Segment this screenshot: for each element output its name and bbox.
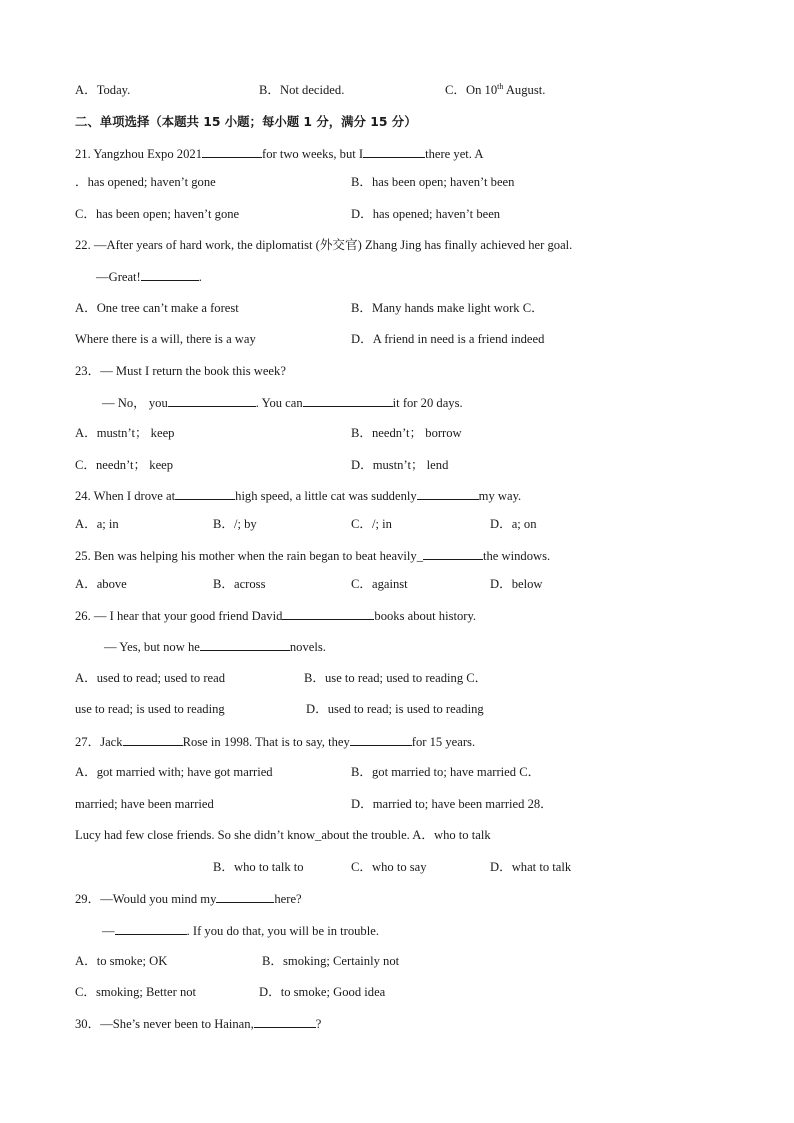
question-24-option-d: D．a; on <box>490 517 537 531</box>
question-28-option-d: D．what to talk <box>490 860 572 874</box>
question-27-option-a: A．got married with; have got married <box>75 765 273 779</box>
question-22-reply: —Great! . <box>96 270 202 284</box>
question-21-option-c: C．has been open; haven’t gone <box>75 207 240 221</box>
question-25-option-c: C．against <box>351 577 408 591</box>
question-23-stem: 23．— Must I return the book this week? <box>75 364 286 378</box>
section-heading: 二、单项选择（本题共 15 小题；每小题 1 分，满分 15 分） <box>75 114 417 129</box>
question-29-stem: 29．—Would you mind my here? <box>75 892 302 906</box>
question-23-option-b: B．needn’t； borrow <box>351 426 462 440</box>
question-24-option-c: C．/; in <box>351 517 392 531</box>
option-a-today: A．Today. <box>75 83 131 97</box>
question-26-reply: — Yes, but now he novels. <box>104 640 326 654</box>
question-26-stem: 26. — I hear that your good friend David books about history. <box>75 609 477 623</box>
question-26-option-a: A．used to read; used to read <box>75 671 226 685</box>
question-23-reply: — No， you . You can it for 20 days. <box>102 396 463 410</box>
question-23-option-c: C．needn’t； keep <box>75 458 174 472</box>
question-25-stem: 25. Ben was helping his mother when the rain began to beat heavily_ the windows. <box>75 549 551 563</box>
question-27-option-b: B．got married to; have married C． <box>351 765 541 779</box>
question-23-option-d: D．mustn’t； lend <box>351 458 449 472</box>
question-26-option-d: D．used to read; is used to reading <box>306 702 484 716</box>
question-26-option-b: B．use to read; used to reading C． <box>304 671 488 685</box>
question-24-stem: 24. When I drove at high speed, a little cat was suddenly my way. <box>75 489 522 503</box>
question-30-stem: 30．—She’s never been to Hainan, ? <box>75 1017 322 1031</box>
question-29-option-b: B．smoking; Certainly not <box>262 954 400 968</box>
question-22-option-b: B．Many hands make light work C． <box>351 301 544 315</box>
question-22-option-a: A．One tree can’t make a forest <box>75 301 239 315</box>
question-27-option-d: D．married to; have been married 28． <box>351 797 553 811</box>
question-21-option-b: B．has been open; haven’t been <box>351 175 515 189</box>
question-23-option-a: A．mustn’t； keep <box>75 426 175 440</box>
question-25-option-d: D．below <box>490 577 543 591</box>
question-28-option-b: B．who to talk to <box>213 860 304 874</box>
question-29-option-c: C．smoking; Better not <box>75 985 197 999</box>
question-21-option-d: D．has opened; haven’t been <box>351 207 501 221</box>
question-21-option-a: ．has opened; haven’t gone <box>75 175 216 189</box>
question-21-stem: 21. Yangzhou Expo 2021 for two weeks, but I there yet. A <box>75 147 484 161</box>
option-b-not-decided: B．Not decided. <box>259 83 345 97</box>
question-24-option-a: A．a; in <box>75 517 119 531</box>
question-27-option-c: married; have been married <box>75 797 214 811</box>
question-24-option-b: B．/; by <box>213 517 257 531</box>
question-29-option-d: D．to smoke; Good idea <box>259 985 386 999</box>
option-c-august: C．On 10th August. <box>445 81 546 97</box>
question-29-option-a: A．to smoke; OK <box>75 954 168 968</box>
question-29-reply: — . If you do that, you will be in trouble. <box>102 924 379 938</box>
question-27-stem: 27．Jack Rose in 1998. That is to say, they for 15 years. <box>75 735 476 749</box>
question-28-stem: Lucy had few close friends. So she didn’t know_about the trouble. A．who to talk <box>75 828 491 842</box>
question-28-option-c: C．who to say <box>351 860 427 874</box>
question-22-stem: 22. —After years of hard work, the diplomatist (外交官) Zhang Jing has finally achieved her goal. <box>75 238 573 252</box>
question-26-option-c: use to read; is used to reading <box>75 702 225 716</box>
question-25-option-b: B．across <box>213 577 266 591</box>
question-25-option-a: A．above <box>75 577 127 591</box>
question-22-option-d: D．A friend in need is a friend indeed <box>351 332 545 346</box>
question-22-option-c: Where there is a will, there is a way <box>75 332 256 346</box>
